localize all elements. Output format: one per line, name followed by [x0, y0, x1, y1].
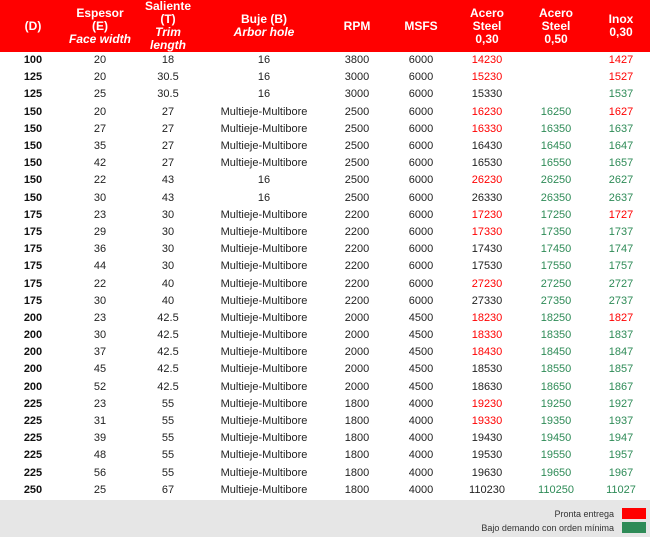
col-header-steel-030-l1: Acero	[469, 5, 504, 20]
cell-msfs: 6000	[408, 191, 434, 204]
cell-diameter: 250	[23, 483, 43, 496]
cell-steel-050: 16550	[540, 157, 572, 170]
cell-steel-030: 17330	[471, 225, 503, 238]
col-header-diameter-label: (D)	[24, 18, 42, 33]
cell-diameter: 175	[23, 225, 43, 238]
cell-steel-050: 16250	[540, 105, 572, 118]
legend-item-ready-stock	[554, 507, 646, 520]
cell-msfs: 4000	[408, 415, 434, 428]
cell-steel-030: 19230	[471, 397, 503, 410]
table-row	[0, 138, 650, 155]
cell-rpm: 2200	[344, 225, 370, 238]
cell-msfs: 4500	[408, 346, 434, 359]
cell-arbor-hole: Multieje-Multibore	[220, 311, 308, 324]
cell-msfs: 6000	[408, 157, 434, 170]
cell-msfs: 6000	[408, 294, 434, 307]
cell-steel-050: 110250	[538, 483, 574, 496]
cell-rpm: 2000	[344, 346, 370, 359]
table-row	[0, 430, 650, 447]
cell-diameter: 150	[23, 174, 43, 187]
cell-rpm: 1800	[344, 466, 370, 479]
cell-msfs: 6000	[408, 71, 434, 84]
cell-inox-030: 1647	[608, 140, 634, 153]
cell-face-width: 56	[93, 466, 107, 479]
cell-steel-030: 26230	[471, 174, 503, 187]
col-header-steel-050-l2: Steel	[541, 18, 571, 33]
col-header-diameter	[0, 0, 66, 52]
col-header-inox-030	[592, 0, 650, 52]
cell-steel-030: 17430	[471, 243, 503, 256]
cell-rpm: 1800	[344, 397, 370, 410]
col-header-steel-030-l3: 0,30	[475, 31, 499, 46]
col-header-face-width	[66, 0, 134, 52]
cell-inox-030: 11027	[606, 483, 636, 496]
cell-arbor-hole: Multieje-Multibore	[220, 105, 308, 118]
table-row	[0, 155, 650, 172]
table-row	[0, 172, 650, 189]
cell-steel-030: 16530	[471, 157, 503, 170]
cell-face-width: 27	[93, 122, 107, 135]
cell-msfs: 6000	[408, 260, 434, 273]
cell-rpm: 3000	[344, 88, 370, 101]
cell-msfs: 4500	[408, 311, 434, 324]
cell-steel-050	[520, 52, 592, 69]
cell-diameter: 150	[23, 157, 43, 170]
cell-face-width: 20	[93, 105, 107, 118]
cell-trim-length: 30.5	[157, 88, 179, 101]
cell-arbor-hole: Multieje-Multibore	[220, 466, 308, 479]
cell-inox-030: 1757	[608, 260, 634, 273]
cell-diameter: 175	[23, 294, 43, 307]
cell-steel-030: 16230	[471, 105, 503, 118]
cell-rpm: 2200	[344, 208, 370, 221]
cell-rpm: 2500	[344, 105, 370, 118]
table-row	[0, 224, 650, 241]
col-header-inox-030-l1: Inox	[608, 12, 634, 26]
cell-steel-050	[520, 86, 592, 103]
cell-steel-030: 18530	[471, 363, 503, 376]
cell-msfs: 4500	[408, 363, 434, 376]
cell-rpm: 2200	[344, 243, 370, 256]
cell-face-width: 44	[93, 260, 107, 273]
cell-diameter: 100	[23, 54, 43, 67]
cell-steel-050: 26250	[540, 174, 572, 187]
table-row	[0, 293, 650, 310]
cell-rpm: 2500	[344, 122, 370, 135]
col-header-face-width-es: Espesor (E)	[76, 5, 124, 33]
cell-face-width: 20	[93, 71, 107, 84]
cell-msfs: 6000	[408, 122, 434, 135]
cell-rpm: 2000	[344, 363, 370, 376]
cell-trim-length: 43	[161, 174, 175, 187]
col-header-trim-length-en: Trim length	[150, 25, 186, 52]
table-row	[0, 86, 650, 103]
cell-steel-030: 14230	[471, 54, 503, 67]
cell-diameter: 200	[23, 346, 43, 359]
col-header-steel-050	[520, 0, 592, 52]
cell-steel-050: 18550	[540, 363, 572, 376]
cell-arbor-hole: 16	[257, 54, 271, 67]
table-body	[0, 52, 650, 517]
cell-steel-050: 27350	[540, 294, 572, 307]
legend-ready-label: Pronta entrega	[554, 508, 614, 519]
cell-diameter: 150	[23, 191, 43, 204]
cell-arbor-hole: Multieje-Multibore	[220, 260, 308, 273]
cell-arbor-hole: Multieje-Multibore	[220, 157, 308, 170]
cell-msfs: 4000	[408, 466, 434, 479]
cell-steel-050: 19350	[540, 415, 572, 428]
cell-inox-030: 1747	[608, 243, 634, 256]
cell-arbor-hole: Multieje-Multibore	[220, 380, 308, 393]
cell-face-width: 52	[93, 380, 107, 393]
cell-diameter: 200	[23, 380, 43, 393]
cell-arbor-hole: Multieje-Multibore	[220, 415, 308, 428]
legend-item-on-demand	[481, 521, 646, 534]
cell-msfs: 6000	[408, 105, 434, 118]
cell-face-width: 35	[93, 140, 107, 153]
cell-arbor-hole: Multieje-Multibore	[220, 225, 308, 238]
cell-face-width: 39	[93, 432, 107, 445]
cell-trim-length: 55	[161, 397, 175, 410]
cell-trim-length: 27	[161, 140, 175, 153]
cell-trim-length: 43	[161, 191, 175, 204]
cell-msfs: 6000	[408, 54, 434, 67]
cell-steel-050: 18450	[540, 346, 572, 359]
cell-rpm: 2500	[344, 140, 370, 153]
cell-inox-030: 1967	[608, 466, 634, 479]
table-row	[0, 379, 650, 396]
cell-msfs: 4000	[408, 449, 434, 462]
cell-arbor-hole: 16	[257, 174, 271, 187]
cell-trim-length: 18	[161, 54, 175, 67]
cell-arbor-hole: Multieje-Multibore	[220, 208, 308, 221]
cell-inox-030: 1847	[608, 346, 634, 359]
cell-trim-length: 42.5	[157, 363, 179, 376]
cell-arbor-hole: 16	[257, 191, 271, 204]
cell-arbor-hole: Multieje-Multibore	[220, 140, 308, 153]
cell-inox-030: 1827	[608, 311, 634, 324]
cell-steel-030: 27230	[471, 277, 503, 290]
cell-face-width: 25	[93, 483, 107, 496]
col-header-arbor-hole-es: Buje (B)	[241, 12, 287, 26]
cell-trim-length: 30	[161, 243, 175, 256]
cell-diameter: 225	[23, 449, 43, 462]
cell-trim-length: 55	[161, 432, 175, 445]
cell-diameter: 200	[23, 329, 43, 342]
cell-steel-030: 19530	[471, 449, 503, 462]
cell-inox-030: 1957	[608, 449, 634, 462]
cell-msfs: 4000	[408, 432, 434, 445]
table-row	[0, 482, 650, 499]
cell-trim-length: 30	[161, 260, 175, 273]
cell-msfs: 6000	[408, 208, 434, 221]
cell-rpm: 2000	[344, 380, 370, 393]
cell-rpm: 1800	[344, 483, 370, 496]
cell-steel-030: 18630	[471, 380, 503, 393]
cell-steel-050: 26350	[540, 191, 572, 204]
cell-inox-030: 1867	[608, 380, 634, 393]
cell-steel-050: 18250	[540, 311, 572, 324]
cell-face-width: 45	[93, 363, 107, 376]
cell-msfs: 6000	[408, 277, 434, 290]
cell-face-width: 42	[93, 157, 107, 170]
cell-rpm: 2200	[344, 294, 370, 307]
table-row	[0, 241, 650, 258]
table-header-row	[0, 0, 650, 52]
cell-rpm: 2500	[344, 157, 370, 170]
cell-arbor-hole: Multieje-Multibore	[220, 277, 308, 290]
cell-steel-050: 17350	[540, 225, 572, 238]
cell-rpm: 3800	[344, 54, 370, 67]
cell-inox-030: 1927	[608, 397, 634, 410]
cell-inox-030: 1737	[608, 225, 634, 238]
cell-inox-030: 2727	[608, 277, 634, 290]
cell-msfs: 6000	[408, 174, 434, 187]
col-header-steel-050-l3: 0,50	[544, 31, 568, 46]
cell-inox-030: 1937	[608, 415, 634, 428]
cell-rpm: 3000	[344, 71, 370, 84]
cell-diameter: 150	[23, 105, 43, 118]
col-header-steel-050-l1: Acero	[538, 5, 573, 20]
cell-steel-050: 27250	[540, 277, 572, 290]
cell-face-width: 23	[93, 208, 107, 221]
cell-trim-length: 42.5	[157, 311, 179, 324]
cell-rpm: 2500	[344, 191, 370, 204]
cell-diameter: 175	[23, 260, 43, 273]
cell-steel-030: 26330	[471, 191, 503, 204]
cell-face-width: 37	[93, 346, 107, 359]
cell-inox-030: 1527	[608, 71, 634, 84]
cell-trim-length: 27	[161, 122, 175, 135]
cell-steel-050: 18350	[540, 329, 572, 342]
cell-diameter: 200	[23, 363, 43, 376]
cell-trim-length: 40	[161, 294, 175, 307]
cell-steel-050: 19450	[540, 432, 572, 445]
cell-steel-030: 18330	[471, 329, 503, 342]
col-header-steel-030-l2: Steel	[472, 18, 502, 33]
cell-steel-030: 17230	[471, 208, 503, 221]
cell-face-width: 30	[93, 329, 107, 342]
cell-steel-050: 19550	[540, 449, 572, 462]
cell-arbor-hole: Multieje-Multibore	[220, 346, 308, 359]
cell-inox-030: 1727	[608, 208, 634, 221]
cell-face-width: 30	[93, 294, 107, 307]
cell-trim-length: 42.5	[157, 329, 179, 342]
legend	[0, 500, 650, 537]
cell-trim-length: 55	[161, 449, 175, 462]
cell-face-width: 23	[93, 397, 107, 410]
cell-arbor-hole: Multieje-Multibore	[220, 294, 308, 307]
cell-steel-030: 15330	[471, 88, 503, 101]
cell-arbor-hole: 16	[257, 71, 271, 84]
cell-rpm: 2000	[344, 329, 370, 342]
cell-steel-030: 17530	[471, 260, 503, 273]
cell-trim-length: 27	[161, 105, 175, 118]
cell-steel-030: 110230	[469, 483, 505, 496]
cell-arbor-hole: Multieje-Multibore	[220, 397, 308, 410]
col-header-steel-030	[454, 0, 520, 52]
col-header-inox-030-l2: 0,30	[609, 25, 633, 39]
cell-msfs: 6000	[408, 243, 434, 256]
cell-rpm: 2000	[344, 311, 370, 324]
cell-inox-030: 1657	[608, 157, 634, 170]
cell-msfs: 6000	[408, 88, 434, 101]
cell-diameter: 225	[23, 415, 43, 428]
cell-steel-050: 17250	[540, 208, 572, 221]
col-header-face-width-en: Face width	[68, 31, 131, 46]
cell-face-width: 23	[93, 311, 107, 324]
cell-msfs: 4000	[408, 397, 434, 410]
col-header-msfs-label: MSFS	[404, 18, 438, 33]
cell-msfs: 6000	[408, 140, 434, 153]
cell-inox-030: 2637	[608, 191, 634, 204]
cell-steel-030: 19430	[471, 432, 503, 445]
cell-inox-030: 1947	[608, 432, 634, 445]
table-row	[0, 121, 650, 138]
cell-steel-050: 19250	[540, 397, 572, 410]
legend-ready-swatch	[622, 508, 646, 519]
cell-diameter: 150	[23, 140, 43, 153]
cell-arbor-hole: Multieje-Multibore	[220, 122, 308, 135]
cell-arbor-hole: Multieje-Multibore	[220, 449, 308, 462]
cell-face-width: 48	[93, 449, 107, 462]
cell-face-width: 30	[93, 191, 107, 204]
table-row	[0, 275, 650, 292]
cell-steel-030: 18230	[471, 311, 503, 324]
cell-arbor-hole: Multieje-Multibore	[220, 243, 308, 256]
legend-on-demand-label: Bajo demando con orden mínima	[481, 522, 614, 533]
cell-steel-030: 16430	[471, 140, 503, 153]
table-row	[0, 207, 650, 224]
cell-arbor-hole: Multieje-Multibore	[220, 329, 308, 342]
col-header-rpm-label: RPM	[343, 18, 371, 33]
cell-trim-length: 30	[161, 208, 175, 221]
cell-face-width: 36	[93, 243, 107, 256]
cell-steel-030: 19330	[471, 415, 503, 428]
table-row	[0, 344, 650, 361]
cell-diameter: 125	[23, 88, 43, 101]
col-header-arbor-hole-en: Arbor hole	[233, 25, 295, 39]
table-row	[0, 190, 650, 207]
cell-rpm: 2200	[344, 277, 370, 290]
cell-msfs: 4500	[408, 329, 434, 342]
cell-steel-050: 16450	[540, 140, 572, 153]
cell-trim-length: 42.5	[157, 346, 179, 359]
table-row	[0, 396, 650, 413]
cell-arbor-hole: Multieje-Multibore	[220, 432, 308, 445]
cell-inox-030: 2627	[608, 174, 634, 187]
table-row	[0, 327, 650, 344]
cell-rpm: 1800	[344, 449, 370, 462]
cell-rpm: 1800	[344, 432, 370, 445]
table-row	[0, 52, 650, 69]
cell-inox-030: 2737	[608, 294, 634, 307]
table-row	[0, 69, 650, 86]
cell-face-width: 31	[93, 415, 107, 428]
cell-inox-030: 1537	[608, 88, 634, 101]
cell-face-width: 22	[93, 277, 107, 290]
cell-msfs: 4000	[408, 483, 434, 496]
cell-diameter: 175	[23, 277, 43, 290]
cell-diameter: 225	[23, 466, 43, 479]
table-row	[0, 258, 650, 275]
cell-diameter: 150	[23, 122, 43, 135]
cell-trim-length: 30.5	[157, 71, 179, 84]
cell-steel-030: 15230	[471, 71, 503, 84]
cell-trim-length: 40	[161, 277, 175, 290]
cell-trim-length: 55	[161, 466, 175, 479]
cell-trim-length: 55	[161, 415, 175, 428]
cell-steel-030: 19630	[471, 466, 503, 479]
col-header-arbor-hole	[202, 0, 326, 52]
cell-arbor-hole: 16	[257, 88, 271, 101]
cell-steel-050: 17550	[540, 260, 572, 273]
cell-msfs: 4500	[408, 380, 434, 393]
col-header-msfs	[388, 0, 454, 52]
cell-arbor-hole: Multieje-Multibore	[220, 363, 308, 376]
cell-diameter: 200	[23, 311, 43, 324]
cell-steel-050: 18650	[540, 380, 572, 393]
cell-diameter: 175	[23, 208, 43, 221]
cell-face-width: 22	[93, 174, 107, 187]
cell-inox-030: 1637	[608, 122, 634, 135]
cell-face-width: 29	[93, 225, 107, 238]
cell-steel-030: 18430	[471, 346, 503, 359]
cell-trim-length: 67	[161, 483, 175, 496]
table-row	[0, 413, 650, 430]
cell-steel-050: 16350	[540, 122, 572, 135]
cell-steel-030: 27330	[471, 294, 503, 307]
table-row	[0, 361, 650, 378]
col-header-trim-length	[134, 0, 202, 52]
table-row	[0, 104, 650, 121]
cell-trim-length: 42.5	[157, 380, 179, 393]
cell-inox-030: 1837	[608, 329, 634, 342]
cell-msfs: 6000	[408, 225, 434, 238]
cell-diameter: 125	[23, 71, 43, 84]
cell-inox-030: 1627	[608, 105, 634, 118]
cell-diameter: 225	[23, 397, 43, 410]
col-header-trim-length-es: Saliente (T)	[144, 0, 192, 26]
cell-inox-030: 1427	[608, 54, 634, 67]
cell-trim-length: 27	[161, 157, 175, 170]
cell-face-width: 25	[93, 88, 107, 101]
cell-steel-030: 16330	[471, 122, 503, 135]
cell-diameter: 175	[23, 243, 43, 256]
table-row	[0, 447, 650, 464]
cell-steel-050: 19650	[540, 466, 572, 479]
cell-steel-050: 17450	[540, 243, 572, 256]
table-row	[0, 465, 650, 482]
cell-inox-030: 1857	[608, 363, 634, 376]
col-header-rpm	[326, 0, 388, 52]
cell-rpm: 2200	[344, 260, 370, 273]
cell-trim-length: 30	[161, 225, 175, 238]
cell-diameter: 225	[23, 432, 43, 445]
table-row	[0, 310, 650, 327]
cell-face-width: 20	[93, 54, 107, 67]
cell-rpm: 1800	[344, 415, 370, 428]
legend-on-demand-swatch	[622, 522, 646, 533]
cell-rpm: 2500	[344, 174, 370, 187]
cell-steel-050	[520, 69, 592, 86]
cell-arbor-hole: Multieje-Multibore	[220, 483, 308, 496]
